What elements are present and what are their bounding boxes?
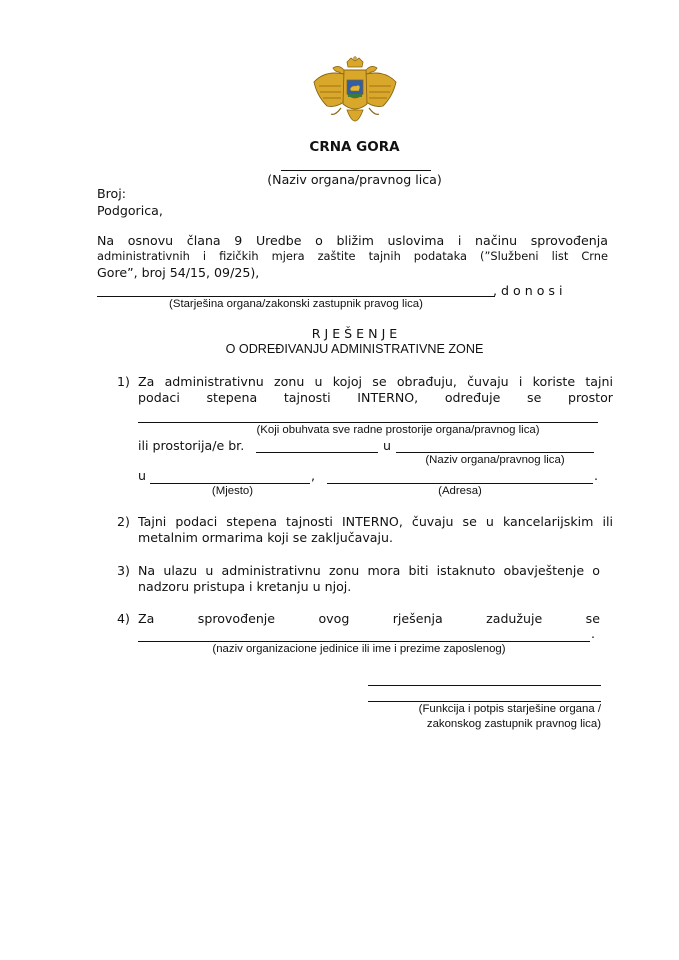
room-u-label: u	[383, 438, 391, 453]
item-4-period: .	[591, 626, 596, 641]
room-organ-caption: (Naziv organa/pravnog lica)	[425, 454, 565, 466]
responsible-unit-line[interactable]	[138, 641, 590, 642]
address-period: .	[594, 468, 599, 483]
head-of-organ-line[interactable]	[97, 296, 495, 297]
montenegro-coat-of-arms-icon	[311, 56, 399, 132]
org-name-caption: (Naziv organa/pravnog lica)	[267, 172, 442, 187]
address-caption: (Adresa)	[438, 485, 482, 497]
country-title: CRNA GORA	[309, 139, 400, 155]
item-2-line-1: Tajni podaci stepena tajnosti INTERNO, čuvaju se u kancelarijskim ili	[138, 514, 613, 529]
intro-line-2: administrativnih i fizičkih mjera zaštite tajnih podataka (”Službeni list Crne	[97, 249, 608, 263]
room-organ-line[interactable]	[396, 452, 594, 453]
donosi-label: , d o n o s i	[493, 283, 563, 298]
item-4-line-1: Za sprovođenje ovog rješenja zadužuje se	[138, 611, 600, 626]
head-of-organ-caption: (Starješina organa/zakonski zastupnik pravog lica)	[169, 298, 423, 310]
item-2-number: 2)	[117, 514, 130, 529]
place-u-label: u	[138, 468, 146, 483]
signature-caption-1: (Funkcija i potpis starješine organa /	[418, 703, 601, 715]
decision-subtitle: O ODREĐIVANJU ADMINISTRATIVNE ZONE	[225, 342, 484, 356]
item-1-number: 1)	[117, 374, 130, 389]
item-2-line-2: metalnim ormarima koji se zaključavaju.	[138, 530, 393, 545]
responsible-unit-caption: (naziv organizacione jedinice ili ime i prezime zaposlenog)	[212, 643, 506, 655]
signature-line-2[interactable]	[368, 701, 601, 702]
broj-label: Broj:	[97, 186, 126, 201]
item-1-line-1: Za administrativnu zonu u kojoj se obrađuju, čuvaju i koriste tajni	[138, 374, 613, 389]
item-3-line-1: Na ulazu u administrativnu zonu mora biti istaknuto obavještenje o	[138, 563, 600, 578]
item-3-number: 3)	[117, 563, 130, 578]
org-name-line[interactable]	[281, 170, 431, 171]
item-4-number: 4)	[117, 611, 130, 626]
place-label: Podgorica,	[97, 203, 163, 218]
item-1-line-2: podaci stepena tajnosti INTERNO, određuje se prostor	[138, 390, 613, 405]
address-line[interactable]	[327, 483, 593, 484]
room-number-line[interactable]	[256, 452, 378, 453]
item-3-line-2: nadzoru pristupa i kretanju u njoj.	[138, 579, 352, 594]
premises-caption: (Koji obuhvata sve radne prostorije organa/pravnog lica)	[256, 424, 540, 436]
place-line[interactable]	[150, 483, 310, 484]
intro-line-3: Gore”, broj 54/15, 09/25),	[97, 265, 260, 280]
room-number-label: ili prostorija/e br.	[138, 438, 245, 453]
signature-caption-2: zakonskog zastupnik pravnog lica)	[426, 718, 601, 730]
decision-title: R J E Š E N J E	[311, 326, 398, 341]
premises-line[interactable]	[138, 422, 598, 423]
place-comma: ,	[311, 468, 316, 483]
place-caption: (Mjesto)	[211, 485, 254, 497]
intro-line-1: Na osnovu člana 9 Uredbe o bližim uslovima i načinu sprovođenja	[97, 233, 608, 248]
signature-line-1[interactable]	[368, 685, 601, 686]
